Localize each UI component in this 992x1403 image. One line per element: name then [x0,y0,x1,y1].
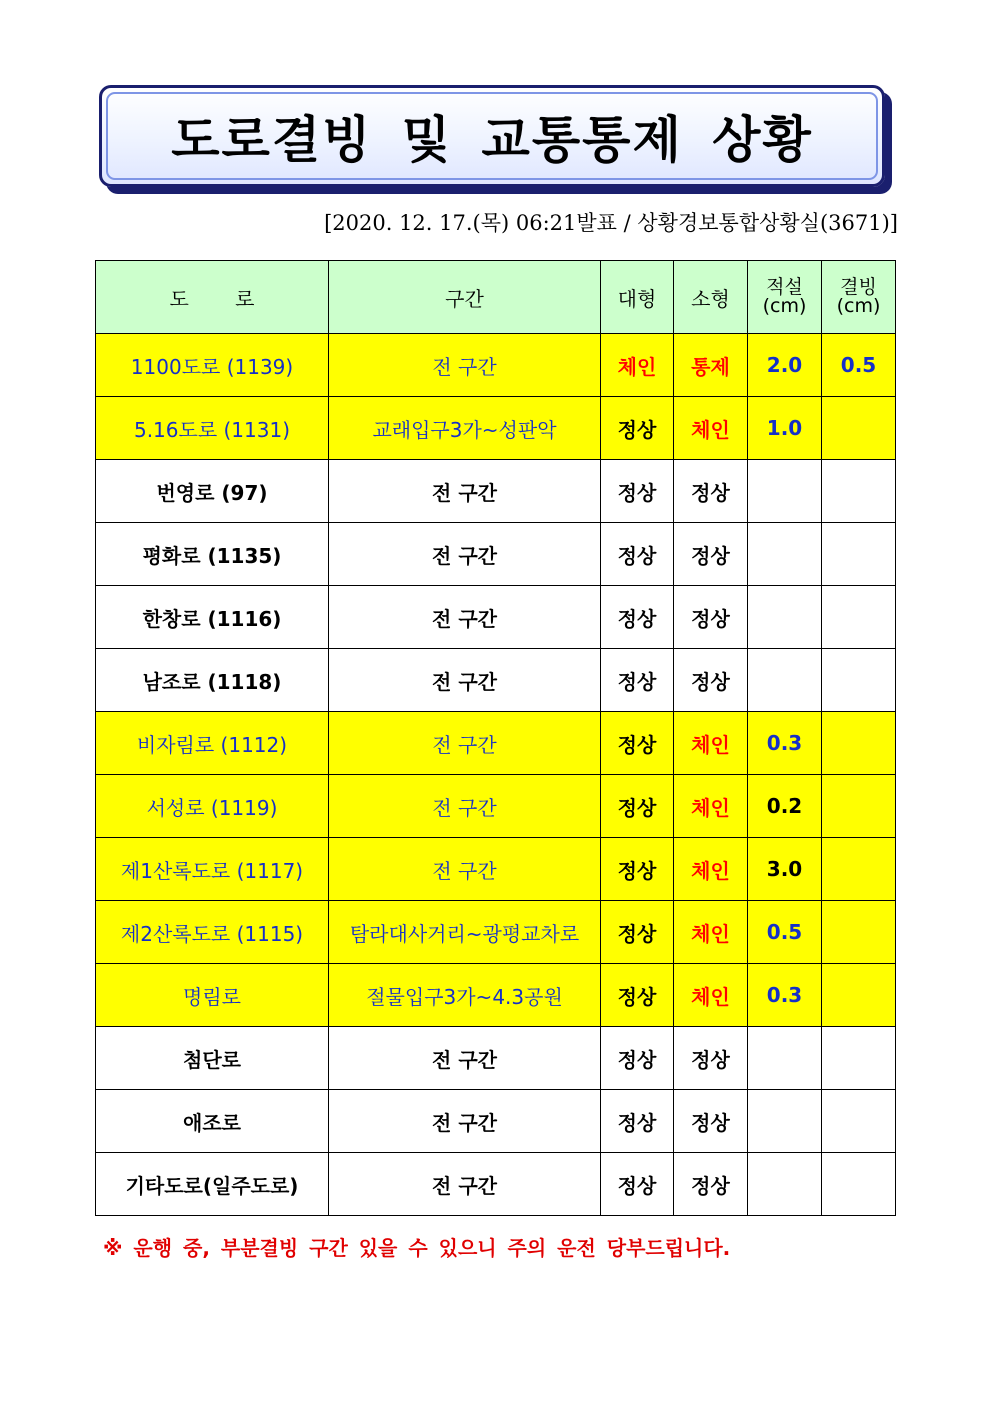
header-snow-depth [748,261,822,334]
large-vehicle-status-cell: 정상 [601,775,674,838]
section-cell: 전 구간 [329,649,601,712]
section-cell: 전 구간 [329,712,601,775]
snow-depth-cell: 0.3 [748,712,822,775]
ice-depth-cell [822,460,896,523]
table-row [96,397,896,460]
large-vehicle-status-cell: 정상 [601,1090,674,1153]
snow-depth-cell: 0.3 [748,964,822,1027]
ice-depth-cell [822,523,896,586]
ice-depth-cell [822,901,896,964]
table-row [96,775,896,838]
section-cell: 전 구간 [329,1090,601,1153]
header-ice-unit: (cm) [836,295,881,317]
small-vehicle-status-cell: 체인 [674,775,748,838]
small-vehicle-status-cell: 체인 [674,712,748,775]
large-vehicle-status-cell: 정상 [601,397,674,460]
small-vehicle-status-cell: 정상 [674,460,748,523]
snow-depth-cell [748,586,822,649]
header-ice-label: 결빙 [840,276,877,298]
road-name-cell: 한창로 (1116) [96,586,329,649]
header-snow-unit: (cm) [762,295,807,317]
ice-depth-cell [822,838,896,901]
small-vehicle-status-cell: 정상 [674,1027,748,1090]
section-cell: 절물입구3가~4.3공원 [329,964,601,1027]
header-section: 구간 [329,261,601,334]
page-title: 도로결빙 및 교통통제 상황 [171,111,813,169]
ice-depth-cell: 0.5 [822,334,896,397]
announcement-info: [2020. 12. 17.(목) 06:21발표 / 상황경보통합상황실(3671)] [324,211,898,235]
section-cell: 교래입구3가~성판악 [329,397,601,460]
ice-depth-cell [822,712,896,775]
ice-depth-cell [822,1090,896,1153]
header-small-vehicle: 소형 [674,261,748,334]
large-vehicle-status-cell: 정상 [601,649,674,712]
snow-depth-cell: 0.5 [748,901,822,964]
snow-depth-cell [748,523,822,586]
ice-depth-cell [822,649,896,712]
section-cell: 전 구간 [329,460,601,523]
snow-depth-cell [748,460,822,523]
ice-depth-cell [822,1153,896,1216]
large-vehicle-status-cell: 정상 [601,838,674,901]
road-status-table [95,260,896,1216]
large-vehicle-status-cell: 정상 [601,460,674,523]
ice-depth-cell [822,586,896,649]
snow-depth-cell [748,1153,822,1216]
small-vehicle-status-cell: 정상 [674,1090,748,1153]
large-vehicle-status-cell: 정상 [601,586,674,649]
table-row [96,334,896,397]
road-name-cell: 평화로 (1135) [96,523,329,586]
large-vehicle-status-cell: 정상 [601,1153,674,1216]
table-row [96,1153,896,1216]
road-name-cell: 기타도로(일주도로) [96,1153,329,1216]
snow-depth-cell: 0.2 [748,775,822,838]
road-name-cell: 첨단로 [96,1027,329,1090]
section-cell: 전 구간 [329,1027,601,1090]
ice-depth-cell [822,1027,896,1090]
snow-depth-cell [748,649,822,712]
section-cell: 전 구간 [329,586,601,649]
section-cell: 전 구간 [329,1153,601,1216]
snow-depth-cell [748,1090,822,1153]
road-name-cell: 제2산록도로 (1115) [96,901,329,964]
snow-depth-cell: 2.0 [748,334,822,397]
small-vehicle-status-cell: 체인 [674,397,748,460]
road-name-cell: 서성로 (1119) [96,775,329,838]
small-vehicle-status-cell: 정상 [674,523,748,586]
small-vehicle-status-cell: 정상 [674,649,748,712]
table-row [96,1027,896,1090]
table-row [96,586,896,649]
table-header-row [96,261,896,334]
large-vehicle-status-cell: 정상 [601,1027,674,1090]
small-vehicle-status-cell: 체인 [674,901,748,964]
large-vehicle-status-cell: 체인 [601,334,674,397]
large-vehicle-status-cell: 정상 [601,712,674,775]
road-name-cell: 번영로 (97) [96,460,329,523]
road-name-cell: 비자림로 (1112) [96,712,329,775]
table-row [96,964,896,1027]
small-vehicle-status-cell: 정상 [674,1153,748,1216]
table-row [96,838,896,901]
small-vehicle-status-cell: 정상 [674,586,748,649]
header-road: 도 로 [96,261,329,334]
ice-depth-cell [822,397,896,460]
table-row [96,523,896,586]
table-row [96,1090,896,1153]
table-row [96,649,896,712]
ice-depth-cell [822,775,896,838]
section-cell: 전 구간 [329,838,601,901]
header-large-vehicle: 대형 [601,261,674,334]
snow-depth-cell [748,1027,822,1090]
road-name-cell: 1100도로 (1139) [96,334,329,397]
header-ice-depth [822,261,896,334]
large-vehicle-status-cell: 정상 [601,523,674,586]
road-name-cell: 애조로 [96,1090,329,1153]
small-vehicle-status-cell: 체인 [674,838,748,901]
road-name-cell: 제1산록도로 (1117) [96,838,329,901]
large-vehicle-status-cell: 정상 [601,964,674,1027]
snow-depth-cell: 3.0 [748,838,822,901]
table-row [96,460,896,523]
title-box [99,85,885,187]
table-row [96,901,896,964]
road-name-cell: 5.16도로 (1131) [96,397,329,460]
table-row [96,712,896,775]
snow-depth-cell: 1.0 [748,397,822,460]
section-cell: 전 구간 [329,334,601,397]
section-cell: 전 구간 [329,775,601,838]
header-snow-label: 적설 [766,276,803,298]
small-vehicle-status-cell: 통제 [674,334,748,397]
caution-note: ※ 운행 중, 부분결빙 구간 있을 수 있으니 주의 운전 당부드립니다. [103,1236,731,1260]
section-cell: 탐라대사거리~광평교차로 [329,901,601,964]
small-vehicle-status-cell: 체인 [674,964,748,1027]
road-name-cell: 명림로 [96,964,329,1027]
section-cell: 전 구간 [329,523,601,586]
large-vehicle-status-cell: 정상 [601,901,674,964]
ice-depth-cell [822,964,896,1027]
road-name-cell: 남조로 (1118) [96,649,329,712]
